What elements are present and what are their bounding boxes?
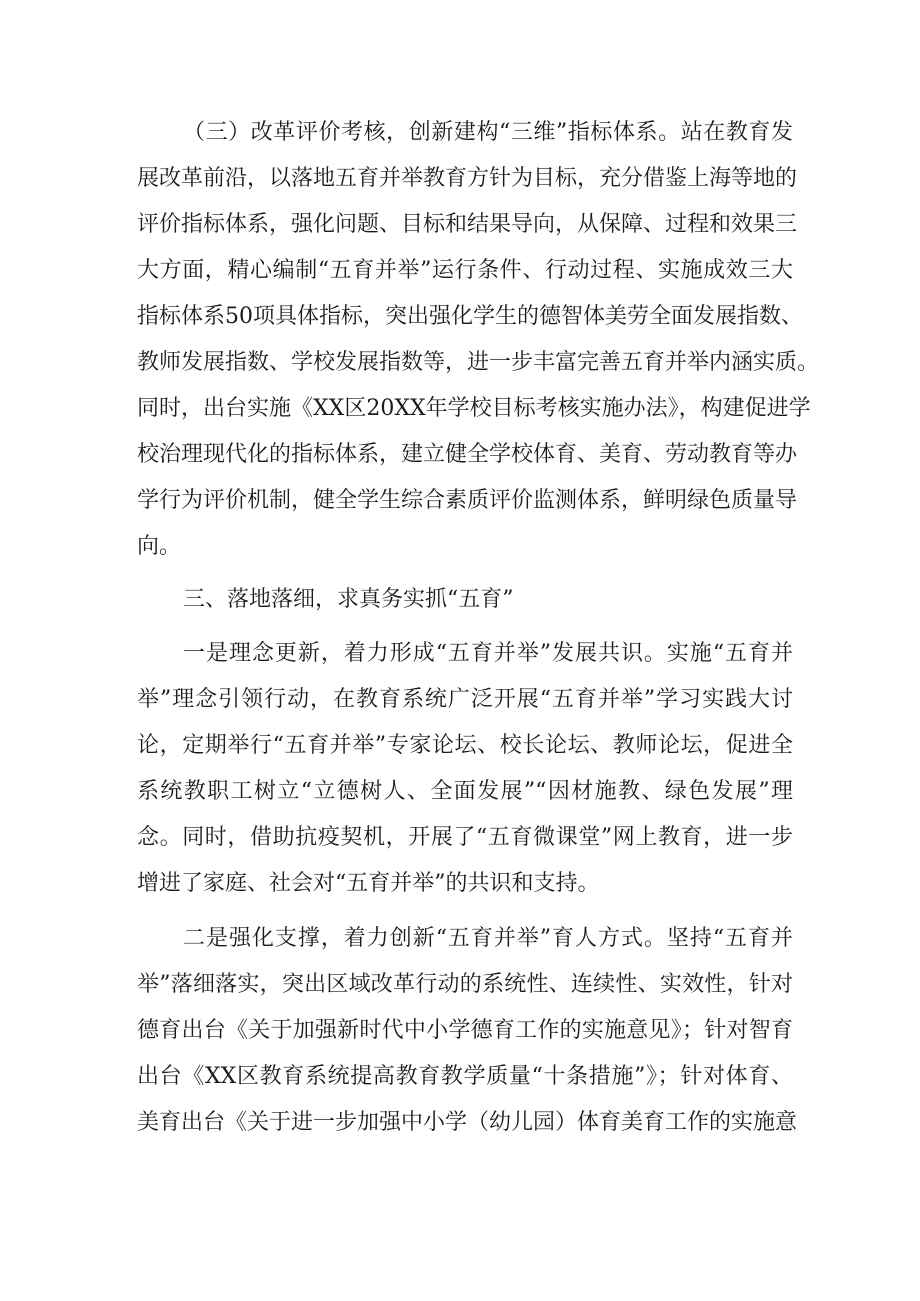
paragraph-1-line-4: 大方面，精心编制“五育并举”运行条件、行动过程、实施成效三大	[137, 258, 793, 283]
paragraph-1-line-1: （三）改革评价考核，创新建构“三维”指标体系。站在教育发	[183, 120, 793, 145]
paragraph-2-line-6: 增进了家庭、社会对“五育并举”的共识和支持。	[137, 871, 600, 896]
paragraph-1-line-9: 学行为评价机制，健全学生综合素质评价监测体系，鲜明绿色质量导	[137, 488, 798, 513]
paragraph-1-line-5: 指标体系50项具体指标，突出强化学生的德智体美劳全面发展指数、	[137, 304, 803, 329]
paragraph-1-line-7: 同时，出台实施《XX区20XX年学校目标考核实施办法》，构建促进学	[137, 396, 811, 421]
paragraph-2-line-4: 系统教职工树立“立德树人、全面发展”“因材施教、绿色发展”理	[137, 779, 793, 804]
paragraph-3-line-2: 举”落细落实，突出区域改革行动的系统性、连续性、实效性，针对	[137, 972, 793, 997]
paragraph-3-line-4: 出台《XX区教育系统提高教育教学质量“十条措施”》；针对体育、	[137, 1064, 793, 1089]
paragraph-2-line-1: 一是理念更新，着力形成“五育并举”发展共识。实施“五育并	[183, 641, 793, 666]
paragraph-2-line-2: 举”理念引领行动，在教育系统广泛开展“五育并举”学习实践大讨	[137, 687, 793, 712]
paragraph-1-line-2: 展改革前沿，以落地五育并举教育方针为目标，充分借鉴上海等地的	[137, 166, 798, 191]
section-heading: 三、落地落细，求真务实抓“五育”	[183, 587, 514, 612]
paragraph-3-line-3: 德育出台《关于加强新时代中小学德育工作的实施意见》；针对智育	[137, 1018, 793, 1043]
paragraph-1-line-3: 评价指标体系，强化问题、目标和结果导向，从保障、过程和效果三	[137, 212, 798, 237]
paragraph-3-line-1: 二是强化支撑，着力创新“五育并举”育人方式。坚持“五育并	[183, 926, 793, 951]
paragraph-1-line-6: 教师发展指数、学校发展指数等，进一步丰富完善五育并举内涵实质。	[137, 350, 820, 375]
paragraph-2-line-3: 论，定期举行“五育并举”专家论坛、校长论坛、教师论坛，促进全	[137, 733, 793, 758]
paragraph-1-line-8: 校治理现代化的指标体系，建立健全学校体育、美育、劳动教育等办	[137, 442, 798, 467]
paragraph-1-line-10: 向。	[137, 534, 182, 559]
paragraph-3-line-5: 美育出台《关于进一步加强中小学（幼儿园）体育美育工作的实施意	[137, 1110, 798, 1135]
paragraph-2-line-5: 念。同时，借助抗疫契机，开展了“五育微课堂”网上教育，进一步	[137, 825, 793, 850]
